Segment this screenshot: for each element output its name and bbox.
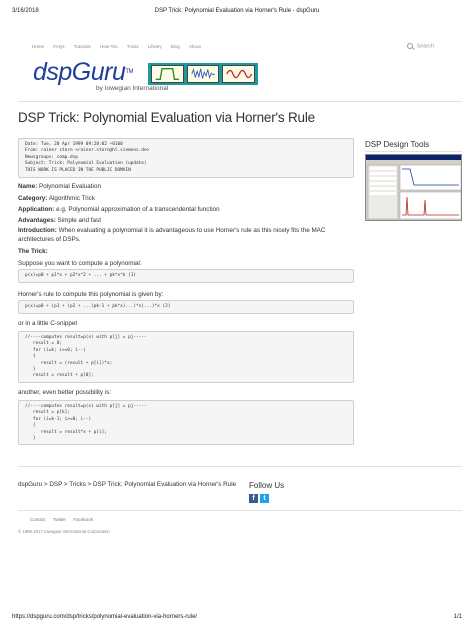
nav-item-home[interactable]: Home (32, 44, 45, 49)
nav-item-blog[interactable]: Blog (170, 44, 180, 49)
search-box[interactable] (407, 43, 434, 49)
print-header (12, 8, 462, 18)
top-nav (32, 44, 434, 54)
search-icon[interactable] (407, 43, 413, 49)
copyright: © 1999-2017 Iowegian International Corporation (18, 529, 110, 534)
facebook-icon[interactable]: f (249, 494, 258, 503)
print-footer (12, 614, 462, 620)
footer-links-divider (18, 510, 462, 511)
c-snippet-text: or in a little C-snippet (18, 320, 78, 327)
sidebar-divider (365, 151, 462, 152)
field-category: Category: Algorithmic Trick (18, 195, 95, 202)
page-title: DSP Trick: Polynomial Evaluation via Horner's Rule (18, 110, 315, 125)
search-label: Search (416, 43, 434, 50)
polynomial-code-block: p(x)=p0 + p1*x + p2*x^2 + ... + pk*x^k (1) (18, 269, 354, 283)
breadcrumb[interactable]: dspGuru > DSP > Tricks > DSP Trick: Polynomial Evaluation via Horner's Rule (18, 481, 237, 488)
print-doc-title: DSP Trick: Polynomial Evaluation via Horner's Rule - dspGuru (154, 8, 320, 14)
horner-text: Horner's rule to compute this polynomial is given by: (18, 291, 164, 298)
social-icons (249, 494, 269, 503)
footer-link-facebook[interactable]: Facebook (73, 517, 93, 522)
footer-links (30, 517, 99, 522)
footer-link-twitter[interactable]: Twitter (52, 517, 66, 522)
field-advantages: Advantages: Simple and fast (18, 217, 101, 224)
print-page-number: 1/1 (453, 614, 462, 620)
noise-signal-icon (187, 65, 220, 83)
field-introduction: Introduction: When evaluating a polynomial it is advantageous to use Horner's rule as this nicely fits the MAC architectures of DSPs. (18, 227, 326, 243)
field-name: Name: Polynomial Evaluation (18, 183, 101, 190)
nav-item-about[interactable]: About (188, 44, 201, 49)
nav-item-tricks[interactable]: Tricks (126, 44, 139, 49)
nav-item-how-tos[interactable]: How-Tos (100, 44, 118, 49)
field-application: Application: e.g. Polynomial approximation of a transcendental function (18, 206, 220, 213)
horner-code-block: p(x)=p0 + (p1 + (p2 + ...(pk-1 + pk*x)...)*x)...)*x (2) (18, 300, 354, 314)
c-code-block-1: //----computes result=p(x) with p[j] = pj----- result = 0; for (i=k; i>=0; i--) { result = (result + p[i])*x; } result = result + p[0]; (18, 331, 354, 383)
trademark-mark: TM (125, 69, 134, 75)
field-the-trick: The Trick: (18, 248, 48, 255)
sidebar-title: DSP Design Tools (365, 140, 430, 149)
footer-divider (18, 466, 462, 467)
footer-link-contact[interactable]: Contact (30, 517, 46, 522)
logo-scope-panels (148, 63, 258, 85)
nav-item-library[interactable]: Library (147, 44, 162, 49)
print-date: 3/16/2018 (12, 8, 39, 14)
logo-wordmark: dspGuru™ (33, 58, 134, 86)
twitter-icon[interactable]: t (260, 494, 269, 503)
message-header-block: Date: Tue, 20 Apr 1999 09:28:02 +0100 From: rainer storn <rainer.storn@hl.siemens.de> Newsgroups: comp.dsp Subject: Trick: Polynomial Evaluation (update) THIS WORK IS PLACED IN THE PUBLIC DOMAIN (18, 138, 354, 178)
nav-item-tutorials[interactable]: Tutorials (73, 44, 91, 49)
suppose-text: Suppose you want to compute a polynomial: (18, 260, 142, 267)
follow-us-title: Follow Us (249, 481, 285, 490)
nav-item-faqs[interactable]: FAQs (53, 44, 65, 49)
header-divider (18, 101, 462, 102)
c-code-block-2: //----computes result=p(x) with p[j] = pj----- result = p[k]; for (i=k-1; i>=0; i--) { result = result*x + p[i]; } (18, 400, 354, 445)
filter-response-icon (151, 65, 184, 83)
sine-wave-icon (222, 65, 255, 83)
site-tagline: by Iowegian International (96, 85, 169, 92)
print-url: https://dspguru.com/dsp/tricks/polynomial-evaluation-via-horners-rule/ (12, 614, 198, 620)
design-tools-screenshot[interactable] (365, 154, 462, 221)
better-possibility-text: another, even better possibility is: (18, 389, 112, 396)
